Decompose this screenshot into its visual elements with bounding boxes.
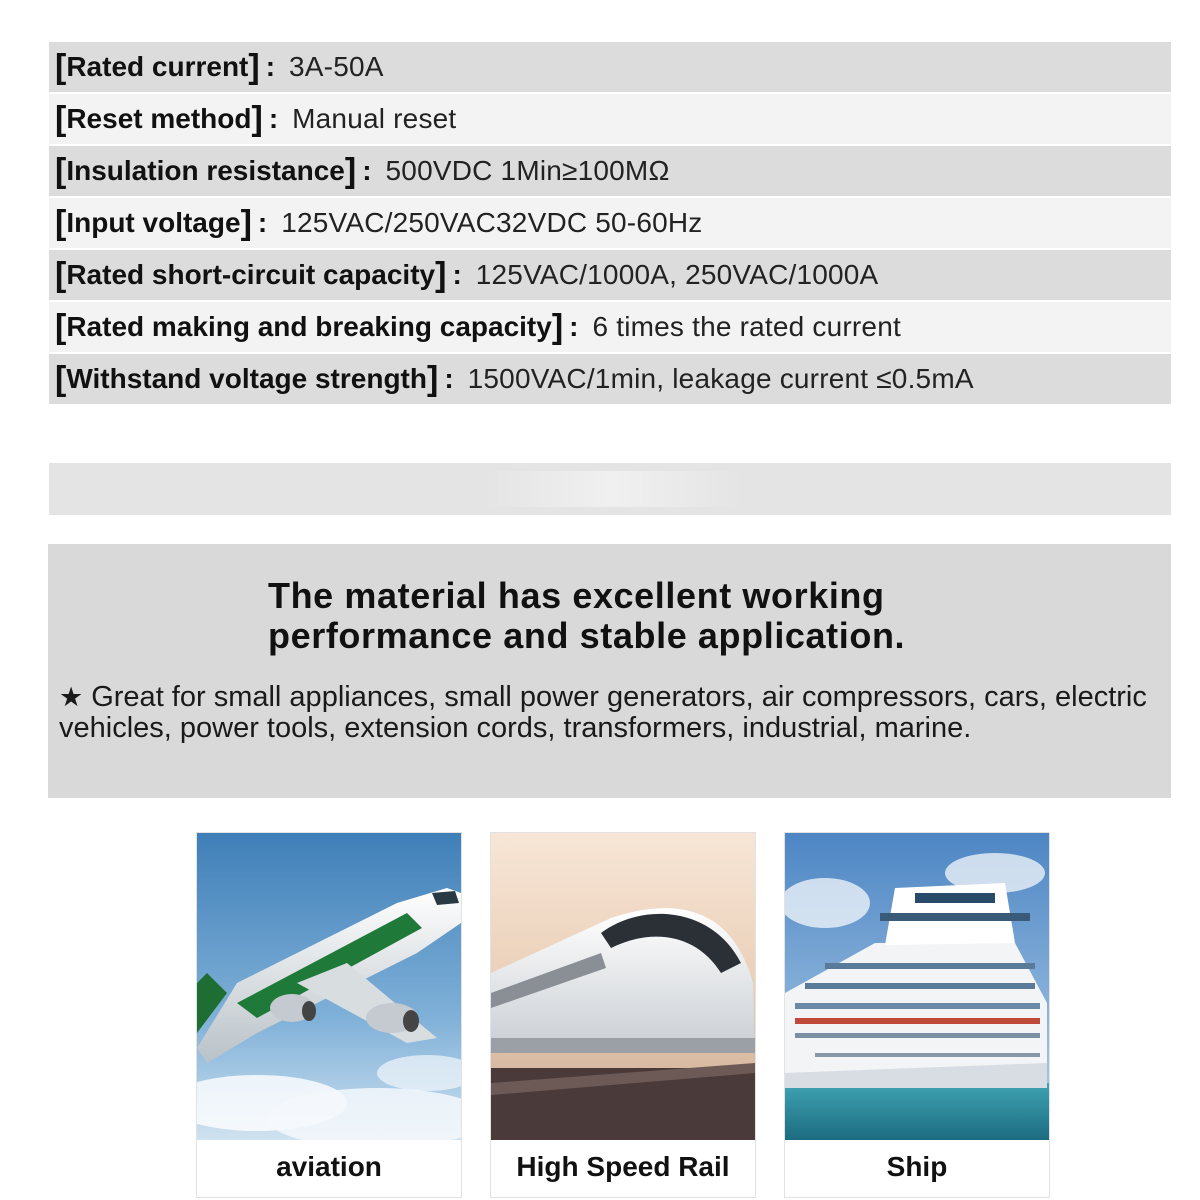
- airplane-image: [197, 833, 461, 1140]
- spec-row-rated-current: [ Rated current ] : 3A-50A: [49, 42, 1171, 92]
- spec-value: 3A-50A: [289, 51, 384, 82]
- feature-title-line1: The material has excellent working: [268, 575, 885, 616]
- spec-value: Manual reset: [292, 103, 457, 134]
- spec-row-input-voltage: [ Input voltage ] : 125VAC/250VAC32VDC 50-60Hz: [49, 198, 1171, 248]
- application-caption: High Speed Rail: [516, 1151, 730, 1182]
- spec-value: 125VAC/250VAC32VDC 50-60Hz: [281, 207, 703, 238]
- spec-label: Withstand voltage strength: [66, 363, 427, 394]
- application-card-ship: [784, 832, 1050, 1198]
- spec-label: Reset method: [66, 103, 252, 134]
- application-caption: Ship: [886, 1151, 948, 1182]
- spec-value: 125VAC/1000A, 250VAC/1000A: [475, 259, 879, 290]
- star-icon: ★: [59, 682, 84, 712]
- spec-value: 1500VAC/1min, leakage current ≤0.5mA: [467, 363, 974, 394]
- spec-label: Insulation resistance: [66, 155, 345, 186]
- application-caption: aviation: [276, 1151, 382, 1182]
- spec-label: Rated current: [66, 51, 249, 82]
- spec-label: Rated short-circuit capacity: [66, 259, 436, 290]
- spec-label: Rated making and breaking capacity: [66, 311, 552, 342]
- feature-body-text: Great for small appliances, small power generators, air compressors, cars, electric vehicles, power tools, extension cords, transformers, industrial, marine.: [59, 681, 1147, 744]
- spec-row-reset-method: [ Reset method ] : Manual reset: [49, 94, 1171, 144]
- spec-label: Input voltage: [66, 207, 241, 238]
- cruise-ship-image: [785, 833, 1049, 1140]
- application-card-aviation: [196, 832, 462, 1198]
- spec-value: 6 times the rated current: [592, 311, 901, 342]
- spec-row-making-breaking-capacity: [ Rated making and breaking capacity ] : 6 times the rated current: [49, 302, 1171, 352]
- feature-description: [59, 682, 1169, 744]
- feature-title-line2: performance and stable application.: [268, 615, 906, 656]
- feature-title: [268, 576, 1068, 656]
- bullet-train-image: [491, 833, 755, 1140]
- spec-row-insulation-resistance: [ Insulation resistance ] : 500VDC 1Min≥100MΩ: [49, 146, 1171, 196]
- spec-row-short-circuit-capacity: [ Rated short-circuit capacity ] : 125VAC/1000A, 250VAC/1000A: [49, 250, 1171, 300]
- spec-table: [49, 42, 1171, 406]
- spec-row-withstand-voltage: [ Withstand voltage strength ] : 1500VAC/1min, leakage current ≤0.5mA: [49, 354, 1171, 404]
- divider-band: [49, 463, 1171, 515]
- feature-panel: [48, 544, 1171, 798]
- spec-value: 500VDC 1Min≥100MΩ: [385, 155, 670, 186]
- application-gallery: [196, 832, 1050, 1198]
- application-card-high-speed-rail: [490, 832, 756, 1198]
